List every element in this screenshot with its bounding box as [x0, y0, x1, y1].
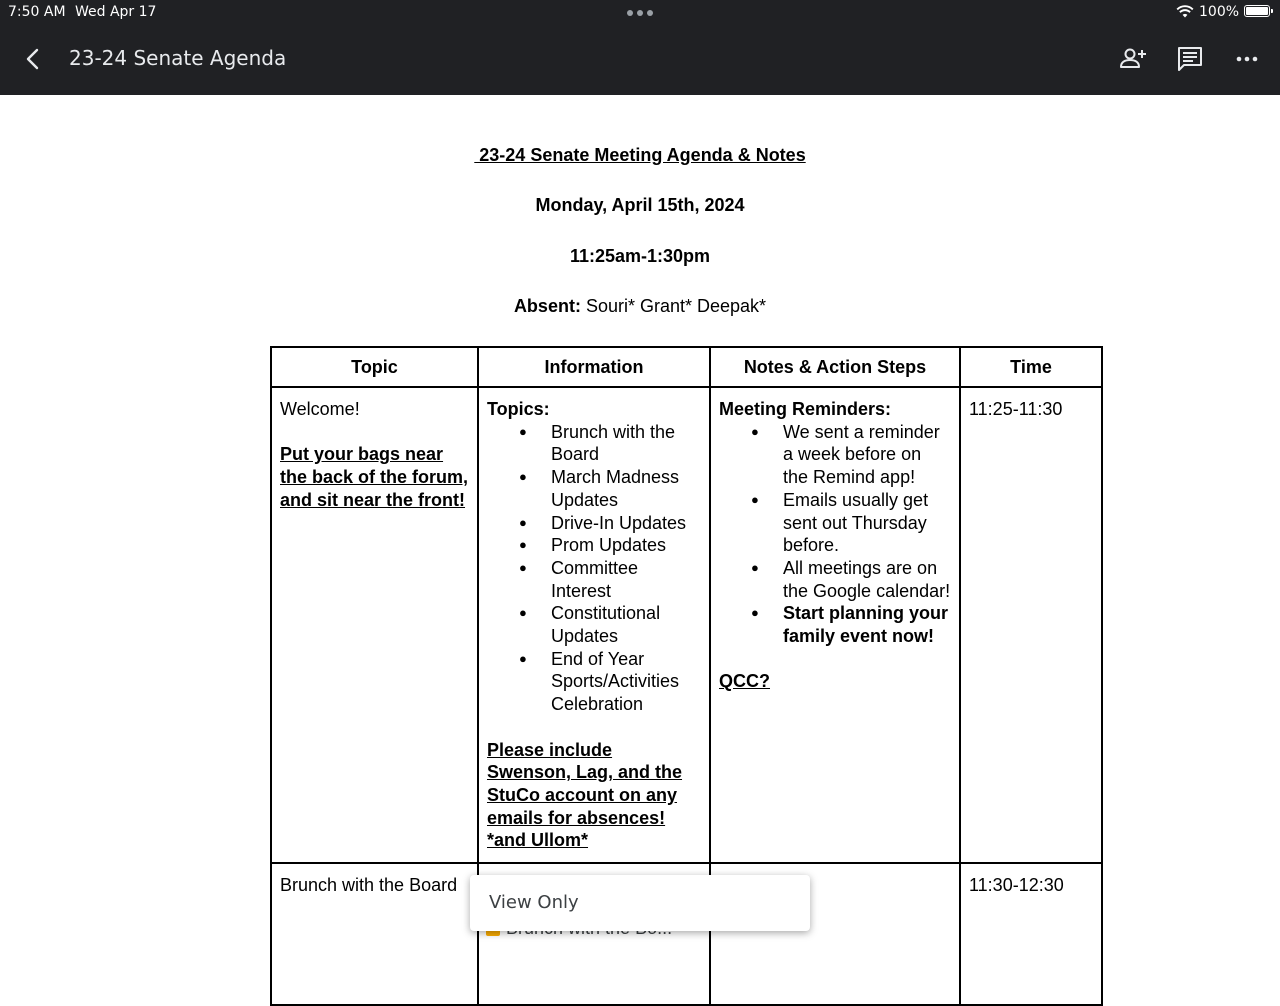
- reminders-label: Meeting Reminders:: [719, 399, 892, 419]
- information-cell: [478, 387, 710, 863]
- notes-cell: [710, 387, 960, 863]
- agenda-title: 23-24 Senate Meeting Agenda & Notes: [474, 145, 806, 165]
- bags-note: Put your bags near the back of the forum, and sit near the front!: [280, 444, 469, 510]
- toast-label: View Only: [489, 892, 579, 913]
- multitasking-dots-icon[interactable]: [627, 10, 653, 16]
- list-item: ● Committee Interest: [551, 557, 701, 602]
- meeting-time: 11:25am-1:30pm: [569, 246, 711, 266]
- list-item: ● Constitutional Updates: [551, 602, 701, 647]
- battery-icon: [1244, 5, 1270, 17]
- topic-cell: [271, 387, 478, 863]
- add-person-icon[interactable]: [1118, 44, 1148, 74]
- reminders-list: [719, 421, 951, 648]
- battery-percent: 100%: [1199, 4, 1240, 20]
- list-item: ● Emails usually get sent out Thursday before.: [783, 489, 951, 557]
- table-row: [271, 387, 1102, 863]
- topics-list: [487, 421, 701, 716]
- topic-cell: Brunch with the Board: [271, 863, 478, 1005]
- list-item: ● All meetings are on the Google calendar!: [783, 557, 951, 602]
- more-options-icon[interactable]: [1232, 44, 1262, 74]
- meeting-date: Monday, April 15th, 2024: [535, 195, 745, 215]
- time-cell: 11:25-11:30: [960, 387, 1102, 863]
- status-bar: [0, 0, 1280, 24]
- back-arrow-icon[interactable]: [20, 46, 46, 72]
- comment-icon[interactable]: [1175, 44, 1205, 74]
- app-bar: [0, 24, 1280, 95]
- welcome-text: Welcome!: [280, 399, 360, 419]
- absent-names: Souri* Grant* Deepak*: [580, 296, 767, 316]
- time-cell: 11:30-12:30: [960, 863, 1102, 1005]
- header-time: Time: [960, 347, 1102, 387]
- list-item: ● Drive-In Updates: [551, 512, 701, 535]
- table-header-row: [271, 347, 1102, 387]
- status-time: 7:50 AM: [8, 4, 66, 20]
- list-item: ● Prom Updates: [551, 534, 701, 557]
- header-topic: Topic: [271, 347, 478, 387]
- absent-label: Absent:: [513, 296, 581, 316]
- status-date: Wed Apr 17: [75, 4, 157, 20]
- list-item: ● Brunch with the Board: [551, 421, 701, 466]
- list-item: ● End of Year Sports/Activities Celebration: [551, 648, 701, 716]
- topics-label: Topics:: [487, 399, 550, 419]
- wifi-icon: [1176, 5, 1194, 19]
- list-item: ● We sent a reminder a week before on the Remind app!: [783, 421, 951, 489]
- list-item: ● Start planning your family event now!: [783, 602, 951, 647]
- list-item: ● March Madness Updates: [551, 466, 701, 511]
- document-body[interactable]: [0, 95, 1280, 960]
- header-information: Information: [478, 347, 710, 387]
- view-only-toast: [470, 875, 810, 931]
- qcc-note: QCC?: [719, 671, 770, 692]
- document-title: 23-24 Senate Agenda: [69, 46, 287, 70]
- absent-line: [0, 296, 1280, 317]
- absence-email-note: Please include Swenson, Lag, and the StuCo account on any emails for absences! *and Ullom*: [487, 739, 683, 851]
- header-notes: Notes & Action Steps: [710, 347, 960, 387]
